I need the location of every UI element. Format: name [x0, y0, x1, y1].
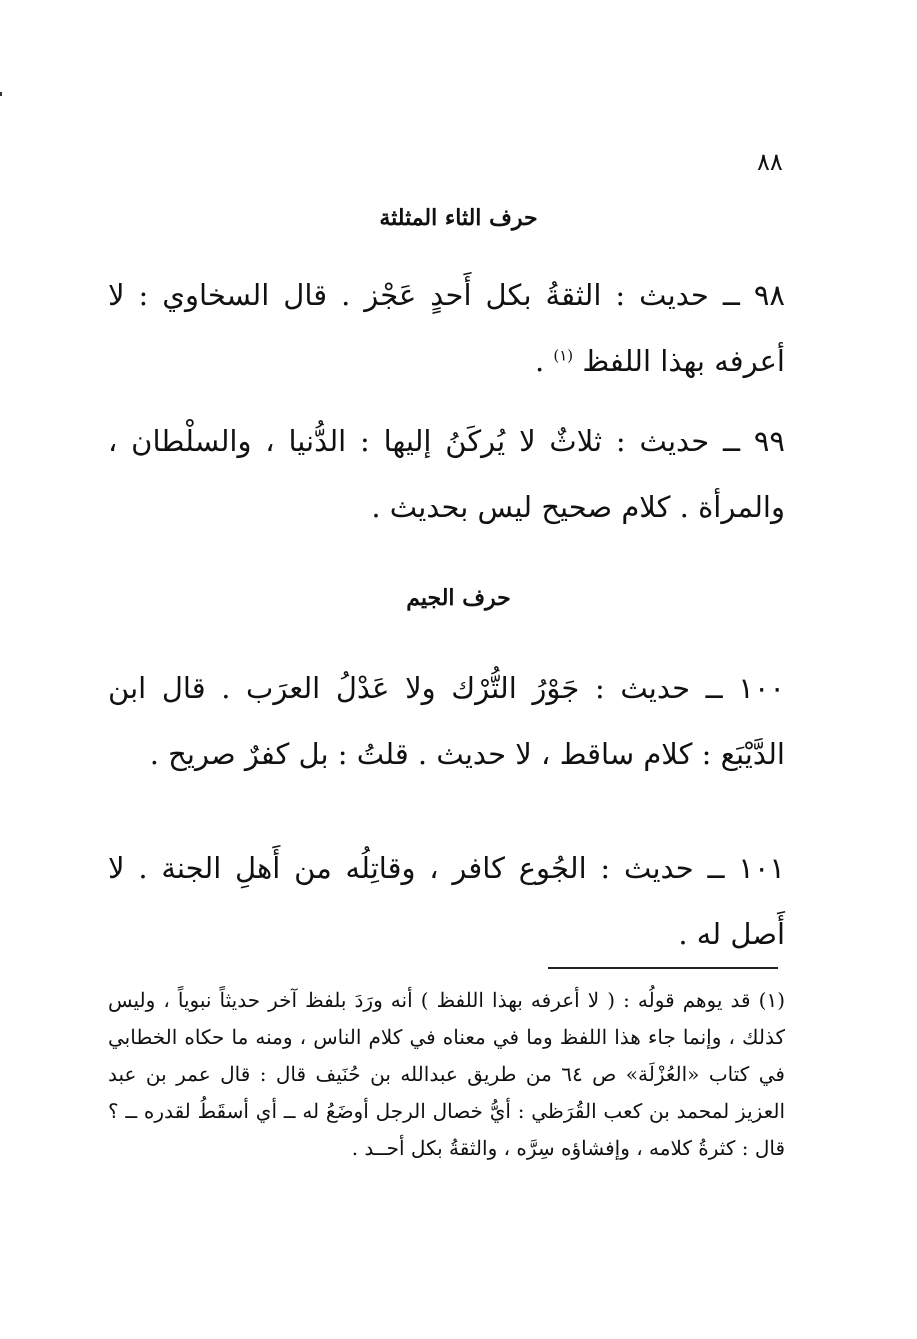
footnote-divider — [548, 967, 778, 969]
margin-mark — [0, 92, 2, 96]
hadith-entry-101: ١٠١ ــ حديث : الجُوع كافر ، وقاتِلُه من أَهلِ الجنة . لا أَصل له . — [108, 851, 785, 951]
hadith-entry-98 — [108, 262, 785, 394]
entry-98-ending: . — [534, 344, 545, 378]
hadith-entry-100: ١٠٠ ــ حديث : جَوْرُ التُّرْك ولا عَدْلُ العرَب . قال ابن الدَّيْبَع : كلام ساقط ، لا حديث . قلتُ : بل كفرٌ صريح . — [108, 671, 785, 771]
section-heading-tha: حرف الثاء المثلثة — [379, 205, 538, 231]
footnote: (١) قد يوهم قولُه : ( لا أعرفه بهذا اللفظ ) أنه ورَدَ بلفظ آخر حديثاً نبوياً ، وليس كذلك ، وإنما جاء هذا اللفظ وما في معناه في كلام الناس ، ومنه ما حكاه الخطابي في كتاب «العُزْلَة» ص ٦٤ من طريق عبدالله بن حُنَيف قال : قال عمر بن عبد العزيز لمحمد بن كعب القُرَظي : أيُّ خصال الرجل أوضَعُ له ــ أي أسقَطُ لقدره ــ ؟ قال : كثرةُ كلامه ، وإفشاؤه سِرَّه ، والثقةُ بكل أحــد . — [108, 988, 785, 1160]
footnote-reference: (١) — [553, 346, 574, 365]
section-heading-jim: حرف الجيم — [406, 585, 511, 611]
hadith-entry-99: ٩٩ ــ حديث : ثلاثٌ لا يُركَنُ إليها : الدُّنيا ، والسلْطان ، والمرأة . كلام صحيح ليس بحديث . — [108, 424, 785, 524]
entry-98-text: ٩٨ ــ حديث : الثقةُ بكل أَحدٍ عَجْز . قال السخاوي : لا أعرفه بهذا اللفظ — [108, 278, 785, 378]
page-number: ٨٨ — [757, 148, 783, 176]
